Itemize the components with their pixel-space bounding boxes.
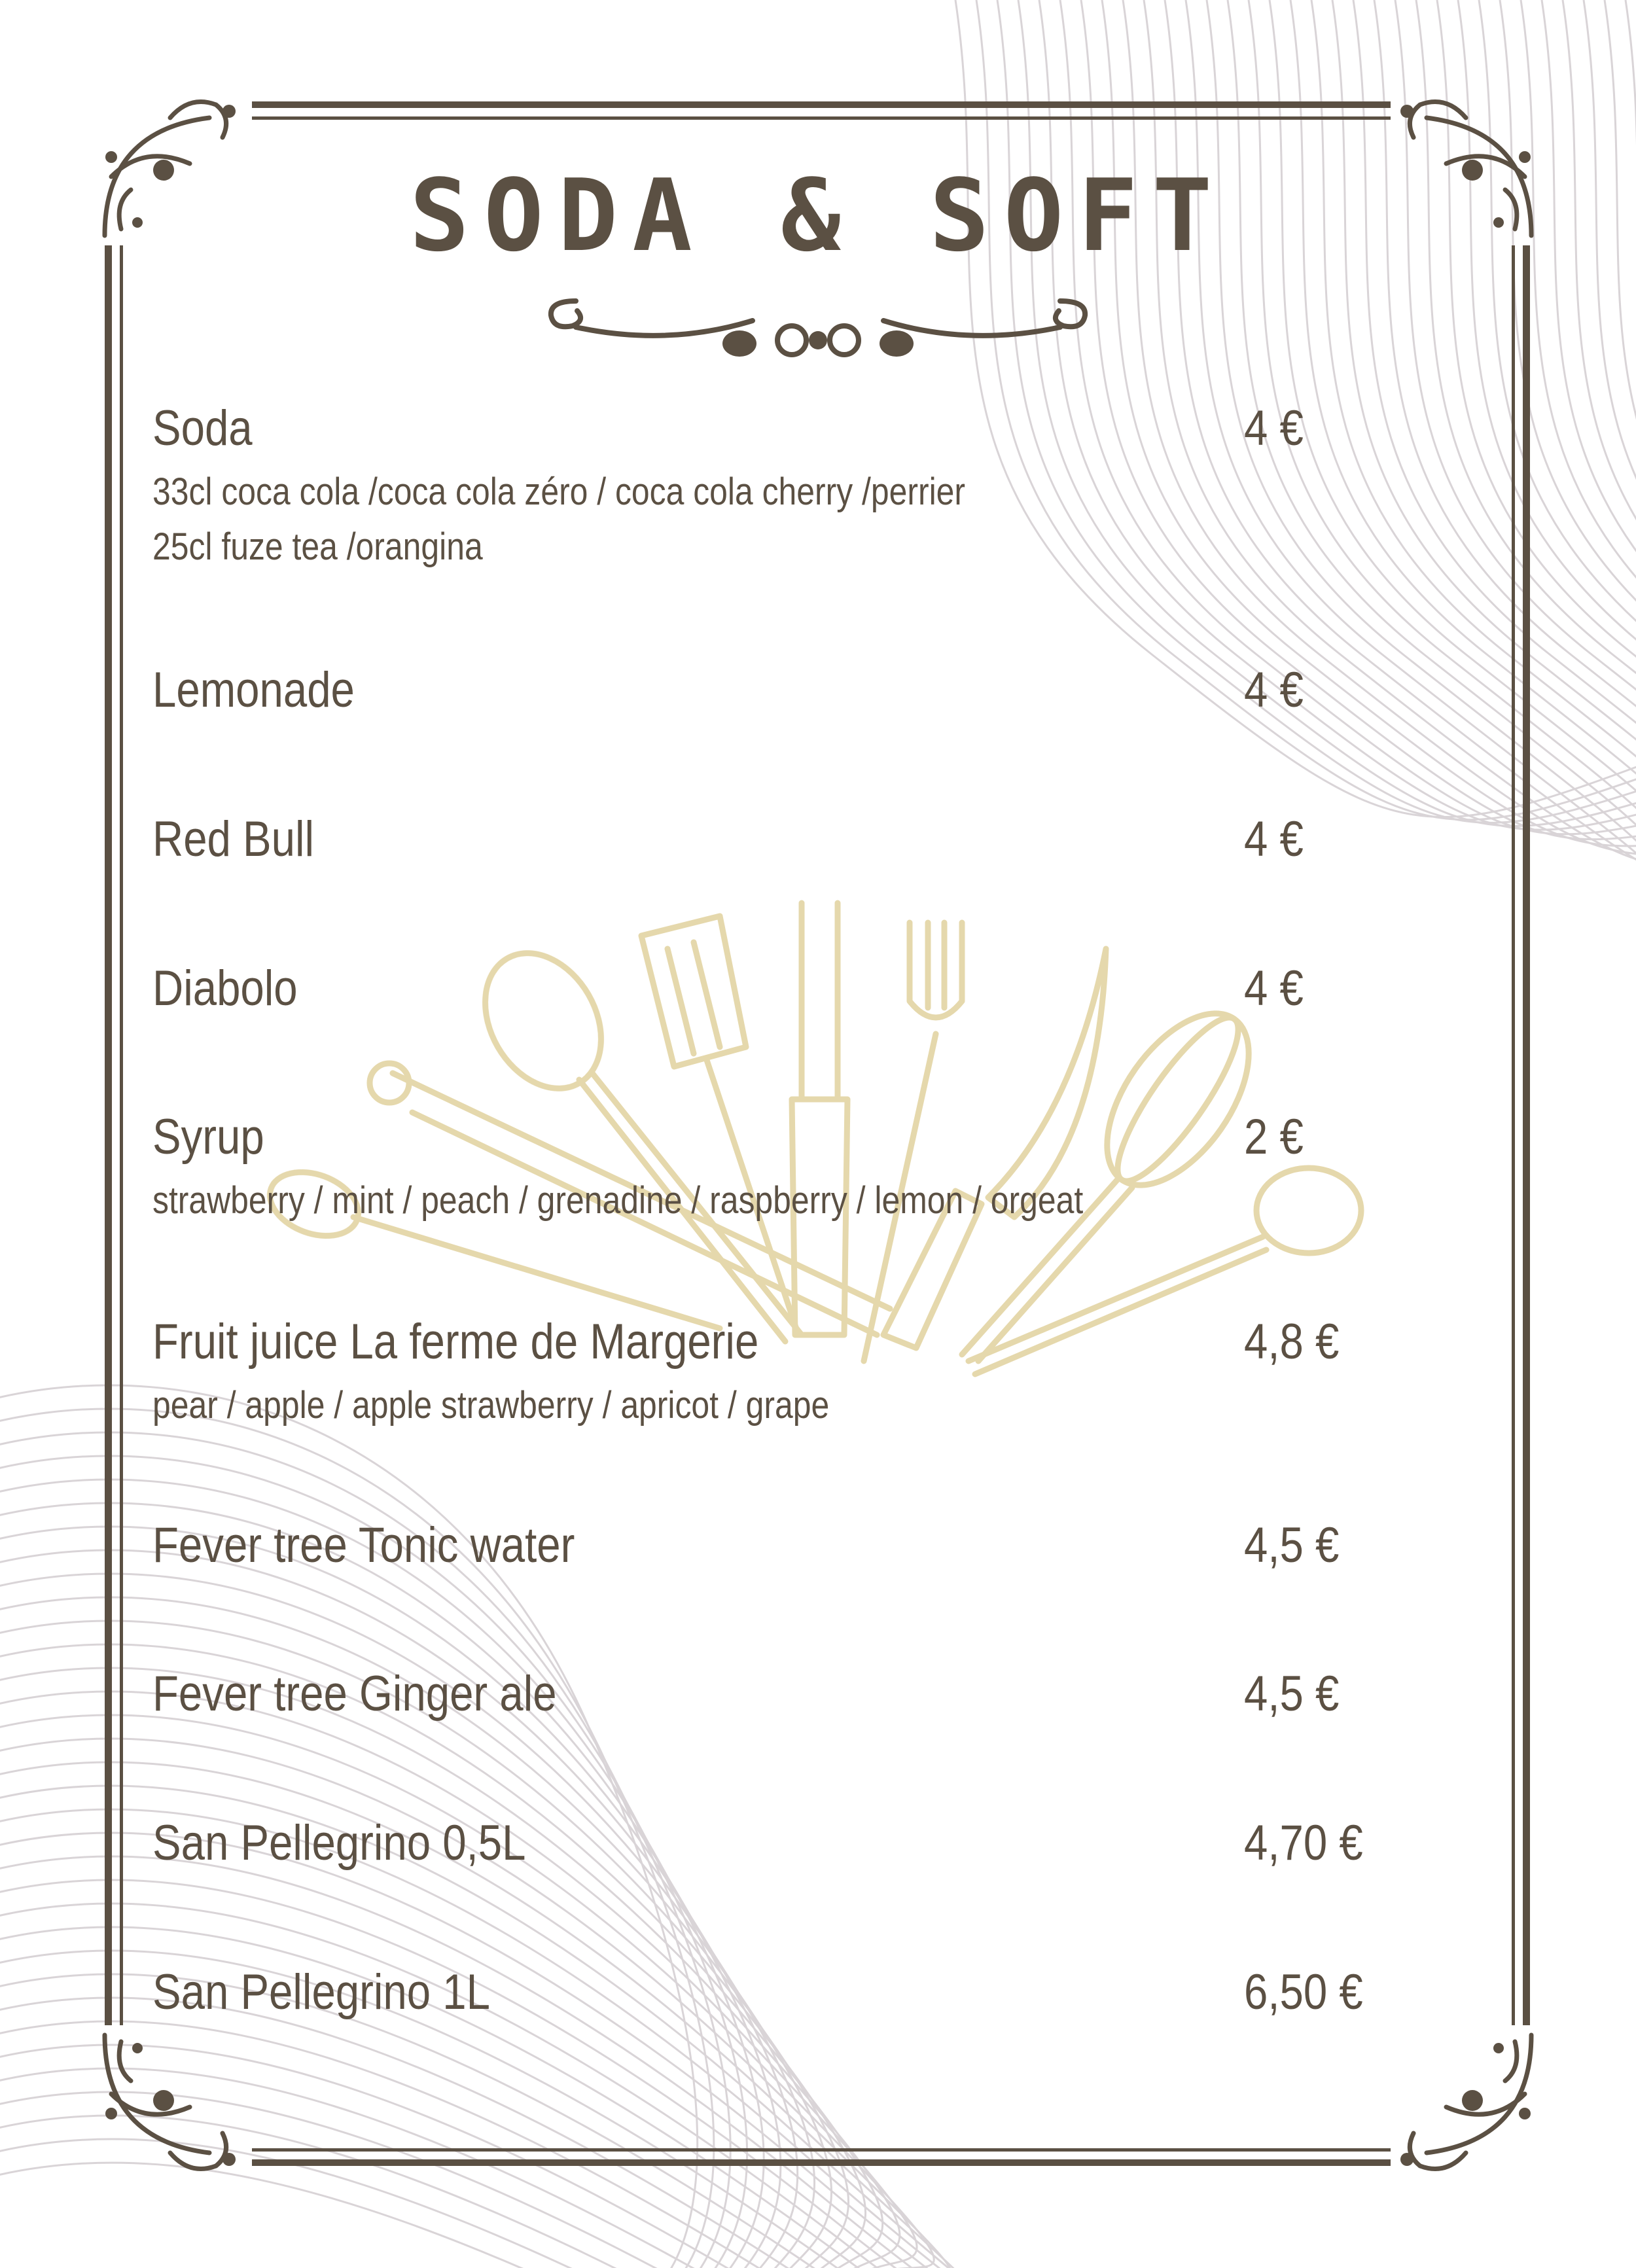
item-name: Fruit juice La ferme de Margerie bbox=[152, 1314, 759, 1370]
item-description: pear / apple / apple strawberry / apricot / grape bbox=[152, 1384, 830, 1426]
menu-item bbox=[152, 661, 1501, 726]
menu-item bbox=[152, 1814, 1501, 1879]
item-price: 4 € bbox=[1244, 662, 1304, 718]
item-name: Syrup bbox=[152, 1109, 264, 1165]
item-price: 4,5 € bbox=[1244, 1517, 1340, 1573]
scroll-ornament-icon bbox=[537, 275, 1099, 373]
item-name: Lemonade bbox=[152, 662, 355, 718]
item-price: 4 € bbox=[1244, 400, 1304, 456]
menu-item bbox=[152, 399, 1501, 582]
item-name: Fever tree Tonic water bbox=[152, 1517, 575, 1573]
menu-item bbox=[152, 810, 1501, 876]
corner-flourish-icon bbox=[92, 2022, 249, 2179]
item-price: 4,70 € bbox=[1244, 1815, 1363, 1871]
menu-item bbox=[152, 1313, 1501, 1444]
item-price: 4 € bbox=[1244, 811, 1304, 867]
menu-item bbox=[152, 1108, 1501, 1239]
item-name: Soda bbox=[152, 400, 253, 456]
item-price: 2 € bbox=[1244, 1109, 1304, 1165]
item-description: 33cl coca cola /coca cola zéro / coca cola cherry /perrier 25cl fuze tea /orangina bbox=[152, 470, 966, 568]
item-description: strawberry / mint / peach / grenadine / raspberry / lemon / orgeat bbox=[152, 1179, 1084, 1222]
item-name: Fever tree Ginger ale bbox=[152, 1666, 557, 1722]
item-price: 6,50 € bbox=[1244, 1964, 1363, 2020]
item-name: San Pellegrino 0,5L bbox=[152, 1815, 526, 1871]
menu-item bbox=[152, 1516, 1501, 1582]
item-name: Red Bull bbox=[152, 811, 315, 867]
item-name: Diabolo bbox=[152, 961, 298, 1016]
menu-item bbox=[152, 959, 1501, 1025]
item-name: San Pellegrino 1L bbox=[152, 1964, 490, 2020]
item-price: 4,8 € bbox=[1244, 1314, 1340, 1370]
item-price: 4 € bbox=[1244, 961, 1304, 1016]
menu-item bbox=[152, 1963, 1501, 2029]
corner-flourish-icon bbox=[1387, 2022, 1544, 2179]
item-price: 4,5 € bbox=[1244, 1666, 1340, 1722]
menu-item bbox=[152, 1665, 1501, 1730]
menu-title: SODA & SOFT bbox=[409, 158, 1227, 274]
